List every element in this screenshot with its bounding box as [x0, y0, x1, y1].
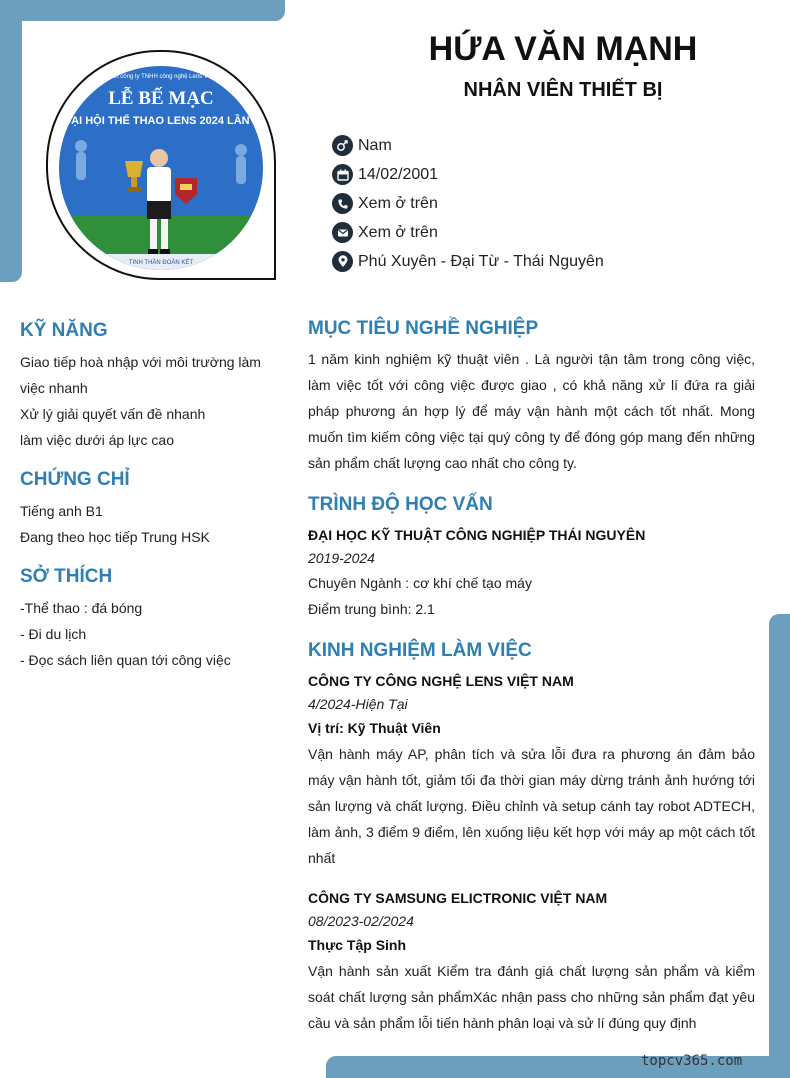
- right-column: [308, 316, 755, 1036]
- hobbies-title: SỞ THÍCH: [20, 566, 113, 587]
- gender-icon: [332, 135, 353, 156]
- job-company: CÔNG TY CÔNG NGHỆ LENS VIỆT NAM: [308, 673, 574, 689]
- phone-icon: [332, 193, 353, 214]
- contact-phone-text: Xem ở trên: [358, 194, 438, 212]
- contact-address-text: Phú Xuyên - Đại Từ - Thái Nguyên: [358, 252, 604, 270]
- banner-subtitle-text: ĐẠI HỘI THỂ THAO LENS 2024 LẦN 2: [63, 115, 259, 127]
- contact-gender: [332, 131, 604, 160]
- certificates-list: [20, 498, 282, 550]
- hobby-item: - Đi du lịch: [20, 626, 87, 642]
- skill-item: Giao tiếp hoà nhập với môi trường làm việc nhanh: [20, 354, 261, 396]
- decor-bar-right: [769, 614, 790, 1078]
- experience-job: [308, 670, 755, 871]
- hobby-item: - Đọc sách liên quan tới công việc: [20, 652, 231, 668]
- education-title: TRÌNH ĐỘ HỌC VẤN: [308, 494, 493, 515]
- banner-title-text: LỄ BẾ MẠC: [108, 88, 214, 109]
- skill-item: làm việc dưới áp lực cao: [20, 432, 174, 448]
- skills-title: KỸ NĂNG: [20, 320, 108, 341]
- education-major: Chuyên Ngành : cơ khí chế tạo máy: [308, 575, 532, 591]
- hobbies-list: [20, 595, 282, 673]
- objective-title: MỤC TIÊU NGHỀ NGHIỆP: [308, 318, 539, 339]
- job-description: Vận hành máy AP, phân tích và sửa lỗi đưa ra phương án đảm bảo máy vận hành tốt, giảm tối đa thời gian máy dừng tránh ảnh hướng tới sản lượng và chất lượng. Điều chỉnh và setup cánh tay robot ADTECH, làm ảnh, 3 điểm 9 điểm, lên xuống liệu kết hợp với máy ap một cách tốt nhất: [308, 746, 755, 866]
- experience-title: KINH NGHIỆM LÀM VIỆC: [308, 640, 532, 661]
- certificate-item: Tiếng anh B1: [20, 503, 103, 519]
- decor-bar-left: [0, 0, 22, 282]
- education-period: 2019-2024: [308, 550, 375, 566]
- location-icon: [332, 251, 353, 272]
- contact-gender-text: Nam: [358, 136, 392, 154]
- objective-text: 1 năm kinh nghiệm kỹ thuật viên . Là người tận tâm trong công việc, làm việc tốt với công việc được giao , có khả năng xử lí đứa ra giải pháp phương án hợp lý để máy vận hành một cách tốt nhất. Mong muốn tìm kiếm công việc tại quý công ty để đóng góp mang đến những sản phẩm chất lượng cao nhất cho công ty.: [308, 351, 755, 471]
- education-school: ĐẠI HỌC KỸ THUẬT CÔNG NGHIỆP THÁI NGUYÊN: [308, 527, 646, 543]
- contact-birthday: [332, 160, 604, 189]
- job-role: Thực Tập Sinh: [308, 937, 407, 953]
- left-column: [20, 318, 282, 673]
- candidate-name: HỨA VĂN MẠNH: [428, 30, 698, 68]
- job-company: CÔNG TY SAMSUNG ELICTRONIC VIỆT NAM: [308, 890, 608, 906]
- education-gpa: Điểm trung bình: 2.1: [308, 601, 435, 617]
- contact-birthday-text: 14/02/2001: [358, 165, 439, 183]
- certificates-title: CHỨNG CHỈ: [20, 469, 130, 490]
- contact-list: [332, 131, 604, 276]
- calendar-icon: [332, 164, 353, 185]
- skill-item: Xử lý giải quyết vấn đề nhanh: [20, 406, 206, 422]
- job-period: 4/2024-Hiện Tại: [308, 696, 408, 712]
- job-role: Vị trí: Kỹ Thuật Viên: [308, 720, 441, 736]
- banner-small-text: Ban công ty TNHH công nghệ Lens Việt: [107, 74, 215, 80]
- contact-email: [332, 218, 604, 247]
- job-title: NHÂN VIÊN THIẾT BỊ: [463, 79, 663, 101]
- profile-photo: [59, 66, 263, 270]
- watermark-text: topcv365.com: [641, 1053, 743, 1069]
- hobby-item: -Thể thao : đá bóng: [20, 600, 143, 616]
- decor-bar-top: [0, 0, 285, 21]
- certificate-item: Đang theo học tiếp Trung HSK: [20, 529, 210, 545]
- email-icon: [332, 222, 353, 243]
- job-description: Vận hành sản xuất Kiểm tra đánh giá chất lượng sản phẩm và kiểm soát chất lượng sản phẩmXác nhận pass cho những sản phẩm đạt yêu cầu và sản phẩm lỗi tiến hành phân loại và sử lí đúng quy định: [308, 963, 755, 1031]
- contact-email-text: Xem ở trên: [358, 223, 438, 241]
- contact-address: [332, 247, 604, 276]
- contact-phone: [332, 189, 604, 218]
- experience-job: [308, 887, 755, 1036]
- skills-list: [20, 349, 282, 453]
- job-period: 08/2023-02/2024: [308, 913, 414, 929]
- banner-footer-text: TINH THẦN ĐOÀN KẾT: [128, 260, 194, 266]
